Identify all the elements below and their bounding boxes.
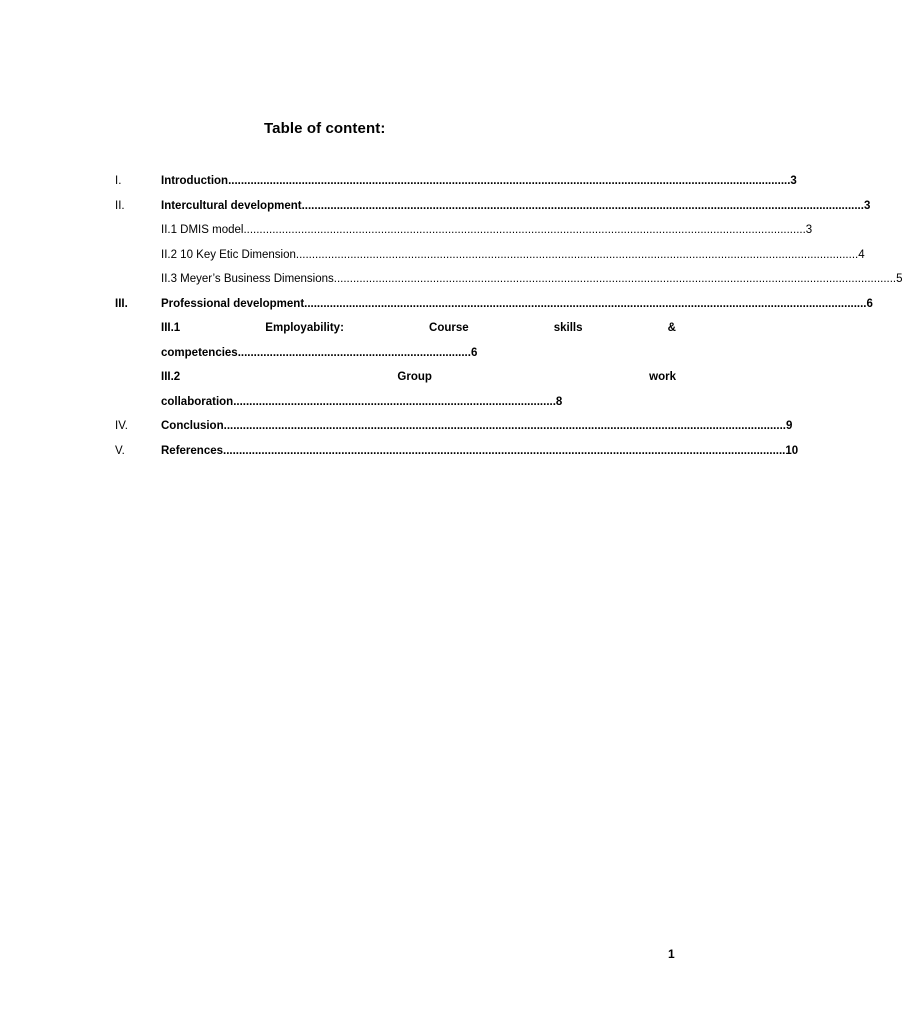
toc-label: collaboration	[161, 396, 234, 408]
dot-leader: ................................................................................................................................................................................	[223, 445, 786, 457]
toc-number: I.	[115, 175, 122, 187]
dot-leader: ................................................................................................................................................................................	[228, 175, 791, 187]
dot-leader: .....................................................................................................	[233, 396, 556, 408]
toc-label: Professional development	[161, 298, 305, 310]
toc-word: Group	[397, 371, 432, 383]
toc-word: skills	[553, 322, 583, 334]
toc-row-intercultural-development[interactable]	[0, 196, 871, 216]
toc-word: Employability:	[265, 322, 344, 334]
toc-label: References	[161, 445, 224, 457]
toc-page: 4	[858, 249, 865, 261]
toc-number: V.	[115, 445, 125, 457]
toc-row-conclusion[interactable]	[0, 416, 793, 436]
dot-leader: ................................................................................................................................................................................	[295, 249, 859, 261]
toc-page: 10	[785, 445, 799, 457]
toc-label: Intercultural development	[161, 200, 302, 212]
toc-number: II.	[115, 200, 125, 212]
toc-row-dmis-model[interactable]	[0, 220, 813, 240]
toc-row-key-etic-dimension[interactable]	[0, 245, 865, 265]
toc-word: &	[667, 322, 676, 334]
dot-leader: .........................................................................	[237, 347, 471, 359]
footer-page-number: 1	[668, 947, 675, 961]
toc-row-introduction[interactable]	[0, 171, 797, 191]
toc-row-group-work-line2[interactable]	[0, 392, 768, 412]
toc-page: 3	[805, 224, 813, 236]
toc-page: 6	[866, 298, 873, 310]
toc-number: IV.	[115, 420, 129, 432]
dot-leader: ................................................................................................................................................................................	[301, 200, 864, 212]
page-title: Table of content:	[264, 120, 386, 137]
toc-label: Introduction	[161, 175, 229, 187]
dot-leader: ................................................................................................................................................................................	[304, 298, 867, 310]
toc-page: 8	[555, 396, 563, 408]
toc-row-professional-development[interactable]	[0, 294, 873, 314]
toc-word: work	[649, 371, 676, 383]
toc-label: II.2 10 Key Etic Dimension	[161, 249, 296, 261]
toc-label: II.3 Meyer’s Business Dimensions	[161, 273, 334, 285]
toc-label: II.1 DMIS model	[161, 224, 244, 236]
toc-label: competencies	[161, 347, 238, 359]
toc-page: 3	[790, 175, 797, 187]
toc-number: III.	[115, 298, 128, 310]
dot-leader: ................................................................................................................................................................................	[333, 273, 897, 285]
toc-row-employability-line1[interactable]	[0, 318, 768, 338]
toc-page: 6	[470, 347, 478, 359]
toc-word: III.1	[161, 322, 181, 334]
toc-row-meyers-business-dimensions[interactable]	[0, 269, 903, 289]
toc-row-references[interactable]	[0, 441, 799, 461]
dot-leader: ................................................................................................................................................................................	[243, 224, 806, 236]
toc-word: Course	[429, 322, 469, 334]
toc-row-employability-line2[interactable]	[0, 343, 768, 363]
toc-page: 3	[863, 200, 871, 212]
toc-word: III.2	[161, 371, 181, 383]
toc-row-group-work-line1[interactable]	[0, 367, 768, 387]
toc-label: Conclusion	[161, 420, 224, 432]
toc-page: 5	[896, 273, 903, 285]
toc-page: 9	[785, 420, 793, 432]
dot-leader: ................................................................................................................................................................................	[223, 420, 786, 432]
